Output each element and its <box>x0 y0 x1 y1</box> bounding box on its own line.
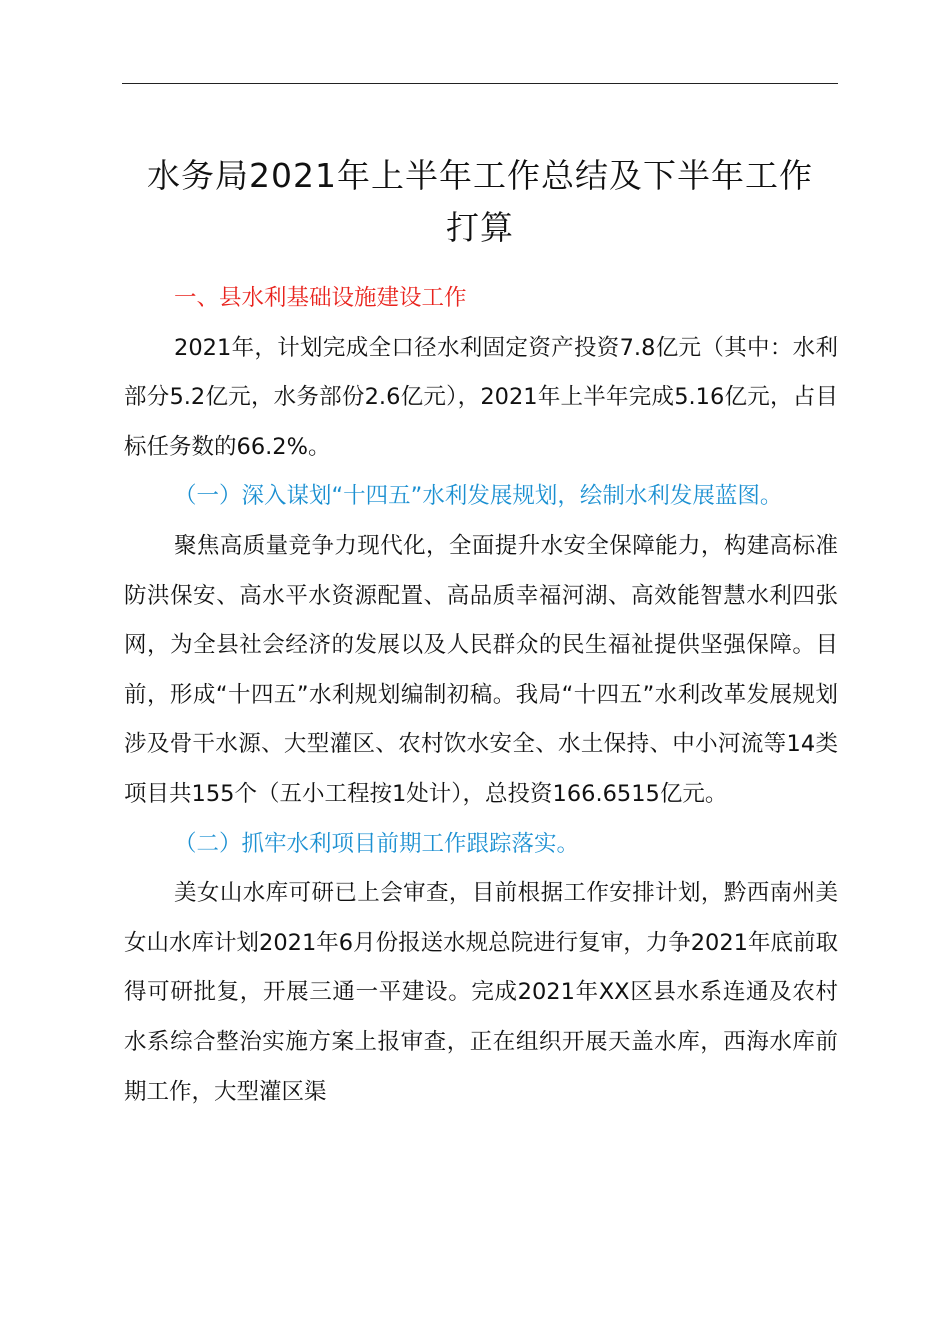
document-title <box>110 150 850 254</box>
title-line-1: 水务局2021年上半年工作总结及下半年工作 <box>147 156 813 195</box>
title-line-2: 打算 <box>446 208 514 247</box>
header-rule <box>122 83 838 84</box>
paragraph-planning: 聚焦高质量竞争力现代化，全面提升水安全保障能力，构建高标准防洪保安、高水平水资源配置、高品质幸福河湖、高效能智慧水利四张网，为全县社会经济的发展以及人民群众的民生福祉提供坚强保障。目前，形成“十四五”水利规划编制初稿。我局“十四五”水利改革发展规划涉及骨干水源、大型灌区、农村饮水安全、水土保持、中小河流等14类项目共155个（五小工程按1处计），总投资166.6515亿元。 <box>124 532 838 807</box>
section-heading-1: 一、县水利基础设施建设工作 <box>174 285 467 311</box>
subsection-heading-1: （一）深入谋划“十四五”水利发展规划，绘制水利发展蓝图。 <box>174 483 783 510</box>
paragraph-investment: 2021年，计划完成全口径水利固定资产投资7.8亿元（其中：水利部分5.2亿元，水务部份2.6亿元），2021年上半年完成5.16亿元，占目标任务数的66.2%。 <box>124 334 838 460</box>
paragraph-projects: 美女山水库可研已上会审查，目前根据工作安排计划，黔西南州美女山水库计划2021年6月份报送水规总院进行复审，力争2021年底前取得可研批复，开展三通一平建设。完成2021年XX区县水系连通及农村水系综合整治实施方案上报审查，正在组织开展天盖水库，西海水库前期工作，大型灌区渠 <box>124 880 838 1105</box>
subsection-heading-2: （二）抓牢水利项目前期工作跟踪落实。 <box>174 830 580 857</box>
document-body <box>124 274 838 1117</box>
